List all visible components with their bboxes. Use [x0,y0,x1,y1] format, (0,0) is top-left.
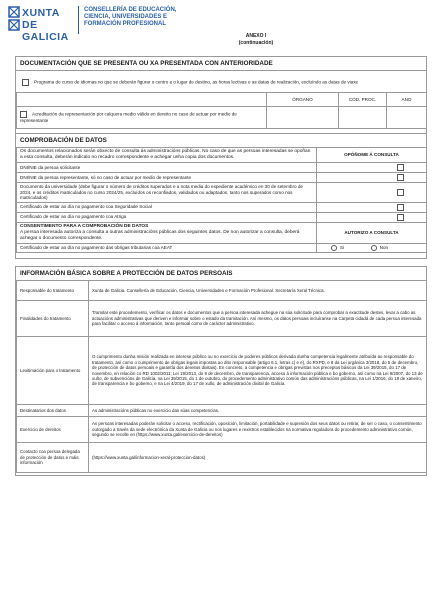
oppose-checkbox-3[interactable] [397,189,404,196]
program-text: Programa do curso de idiomas no que se deberán figurar o centro e o lugar de destino, as horas lectivas e as datas de realización, excluíndo as datas de viaxe [34,79,359,85]
department-line-2: CIENCIA, UNIVERSIDADES E [84,14,168,20]
info-label-recipients: Destinatarios dos datos [17,405,89,417]
documentation-title: DOCUMENTACIÓN QUE SE PRESENTA OU XA PRESENTADA CON ANTERIORIDADE [20,60,273,67]
consent-block [17,222,317,243]
info-label-legitimation: Lexitimación para o tratamento [17,337,89,405]
year-input-cell[interactable] [387,107,427,129]
info-label-controller: Responsable do tratamento [17,281,89,301]
check-item-aeat: Certificado de estar ao día no pagamento das obrigas tributarias coa AEAT [17,243,317,252]
info-text-purposes: Tramitar este procedemento, verificar os datos e documentos que a persoa interesada achegue na súa solicitude para comprobar a exactitude destes, levar a cabo as actuacións administrativas que deriven e informar sobre o estado da tramitación. Así mesmo, os datos persoais incluíranse na Carpeta cidadá de cada persoa interesada para facilitar o acceso á información, tanto persoal como de carácter administrativo. [89,301,427,337]
code-input-cell[interactable] [339,107,387,129]
data-protection-section [15,266,427,476]
logo-text-xunta: XUNTA [22,7,60,19]
annex-label [226,33,286,47]
documentation-section [15,56,427,142]
oppose-checkbox-5[interactable] [397,214,404,221]
info-label-purposes: Finalidades do tratamento [17,301,89,337]
data-check-section [15,133,427,259]
info-text-rights: As persoas interesadas poderán solicitar o acceso, rectificación, oposición, limitación, portabilidade e supresión dos seus datos ou retirar, de ser o caso, o consentimento outorgado a través da sede electrónica da Xunta de Galicia ou nos lugares e rexistros establecidos na normativa reguladora do procedemento administrativo común, segundo se recolle en (https://www.xunta.gal/exercicio-de-dereitos) [89,417,427,443]
authorize-options [317,243,427,252]
representation-cell [17,107,267,129]
annex-subtitle: (continuación) [238,40,274,46]
organ-input-cell[interactable] [267,107,339,129]
oppose-checkbox-1[interactable] [397,164,404,171]
consent-title: CONSENTIMENTO PARA A COMPROBACIÓN DE DATOS [20,223,149,229]
documentation-row-program [16,70,426,90]
consent-text: A persoa interesada autoriza a consulta a outras administracións públicas dos seguintes datos. De non autorizar a consulta, deberá achegar o documento correspondente. [20,229,300,241]
oppose-checkbox-2[interactable] [397,174,404,181]
check-item-dni-applicant: DNI/NIE da persoa solicitante [17,163,317,173]
authorize-header: AUTORIZO A CONSULTA [317,222,427,243]
col-organ-header: ÓRGANO [267,93,339,107]
program-checkbox[interactable] [22,79,29,86]
logo-divider [78,6,79,34]
info-text-legitimation: O cumprimento dunha misión realizada en interese público ou no exercicio de poderes públicos derivada dunha competencia legalmente atribuída ao responsable do tratamento, así como o cumprimento de obrigas legais impostas ao dito responsable (artigo 6.1, letras c) e e), do RXPD, e 8 da Lei orgánica 3/2018, do 5 de decembro, de protección de datos persoais e garantía dos dereitos dixitais). En concreto, a competencia e obrigas previstas nos preceptos básicos da Lei 39/2015, do 17 de novembro, en relación co RD 1002/2011; Lei 19/2013, do 9 de decembro, de transparencia, acceso á información pública e bo goberno, así como na Lei 9/2007, do 13 de xuño, de subvencións de Galicia, na Lei 39/2015, do 1 de outubro, do procedemento administrativo común das administracións públicas, na Lei 1/2016, do 18 de xaneiro, de transparencia e bo goberno, e na Lei 4/2019, do 17 de xullo, de administración dixital de Galicia. [89,337,427,405]
data-check-title: COMPROBACIÓN DE DATOS [20,137,107,144]
representation-checkbox[interactable] [20,111,27,118]
logo-text-galicia: DE GALICIA [22,19,69,43]
authorize-yes-radio[interactable] [331,245,337,251]
representation-text: Acreditación da representación por calquera medio válido en dereito no caso de actuar por medio de representante [20,111,237,124]
authorize-no-label: Non [379,245,389,250]
info-link-contact[interactable]: (https://www.xunta.gal/informacion-xeral-proteccion-datos) [89,443,427,473]
data-check-table [16,147,427,253]
department-name [84,7,204,28]
authorize-no-radio[interactable] [371,245,377,251]
oppose-checkbox-4[interactable] [397,204,404,211]
info-text-controller: Xunta de Galicia. Consellería de Educación, Ciencia, Universidades e Formación Profesional. Secretaría Xeral Técnica. [89,281,427,301]
oppose-header: OPÓÑOME Á CONSULTA [317,148,427,163]
col-code-header: CÓD. PROC. [339,93,387,107]
xunta-emblem-icon [8,6,20,32]
check-item-university-doc: Documento da universidade (debe figurar o número de créditos superados e a nota media do expediente académico en 30 de setembro de 2024, e os créditos matriculados no curso 2024/25, excluídos os reconfiados, validados ou adaptados, tanto nos superados como nos matriculados) [17,183,317,203]
check-intro: Os documentos relacionados serán obxecto de consulta ás administracións públicas. No caso de que as persoas interesadas se opoñan a esta consulta, deberán indicalo no recadro correspondente e achegar unha copia dos documentos. [17,148,317,163]
doc-header-blank [17,93,267,107]
page-header [8,4,431,44]
col-year-header: ANO [387,93,427,107]
info-text-recipients: As administracións públicas no exercicio das súas competencias. [89,405,427,417]
department-line-1: CONSELLERÍA DE EDUCACIÓN, [84,7,177,13]
check-item-atriga: Certificado de estar ao día no pagamento coa Atriga [17,212,317,222]
data-protection-table [16,280,427,473]
documentation-table [16,92,427,129]
department-line-3: FORMACIÓN PROFESIONAL [84,21,166,27]
info-label-contact: Contacto coa persoa delegada de protección de datos e máis información [17,443,89,473]
check-item-dni-representative: DNI/NIE da persoa representante, só no caso de actuar por medio de representante [17,173,317,183]
annex-title: ANEXO I [245,33,267,39]
authorize-yes-label: Si [340,245,345,250]
info-label-rights: Exercicio de dereitos [17,417,89,443]
check-item-social-security: Certificado de estar ao día no pagamento coa Seguridade Social [17,202,317,212]
data-protection-title: INFORMACIÓN BÁSICA SOBRE A PROTECCIÓN DE DATOS PERSOAIS [20,270,233,277]
